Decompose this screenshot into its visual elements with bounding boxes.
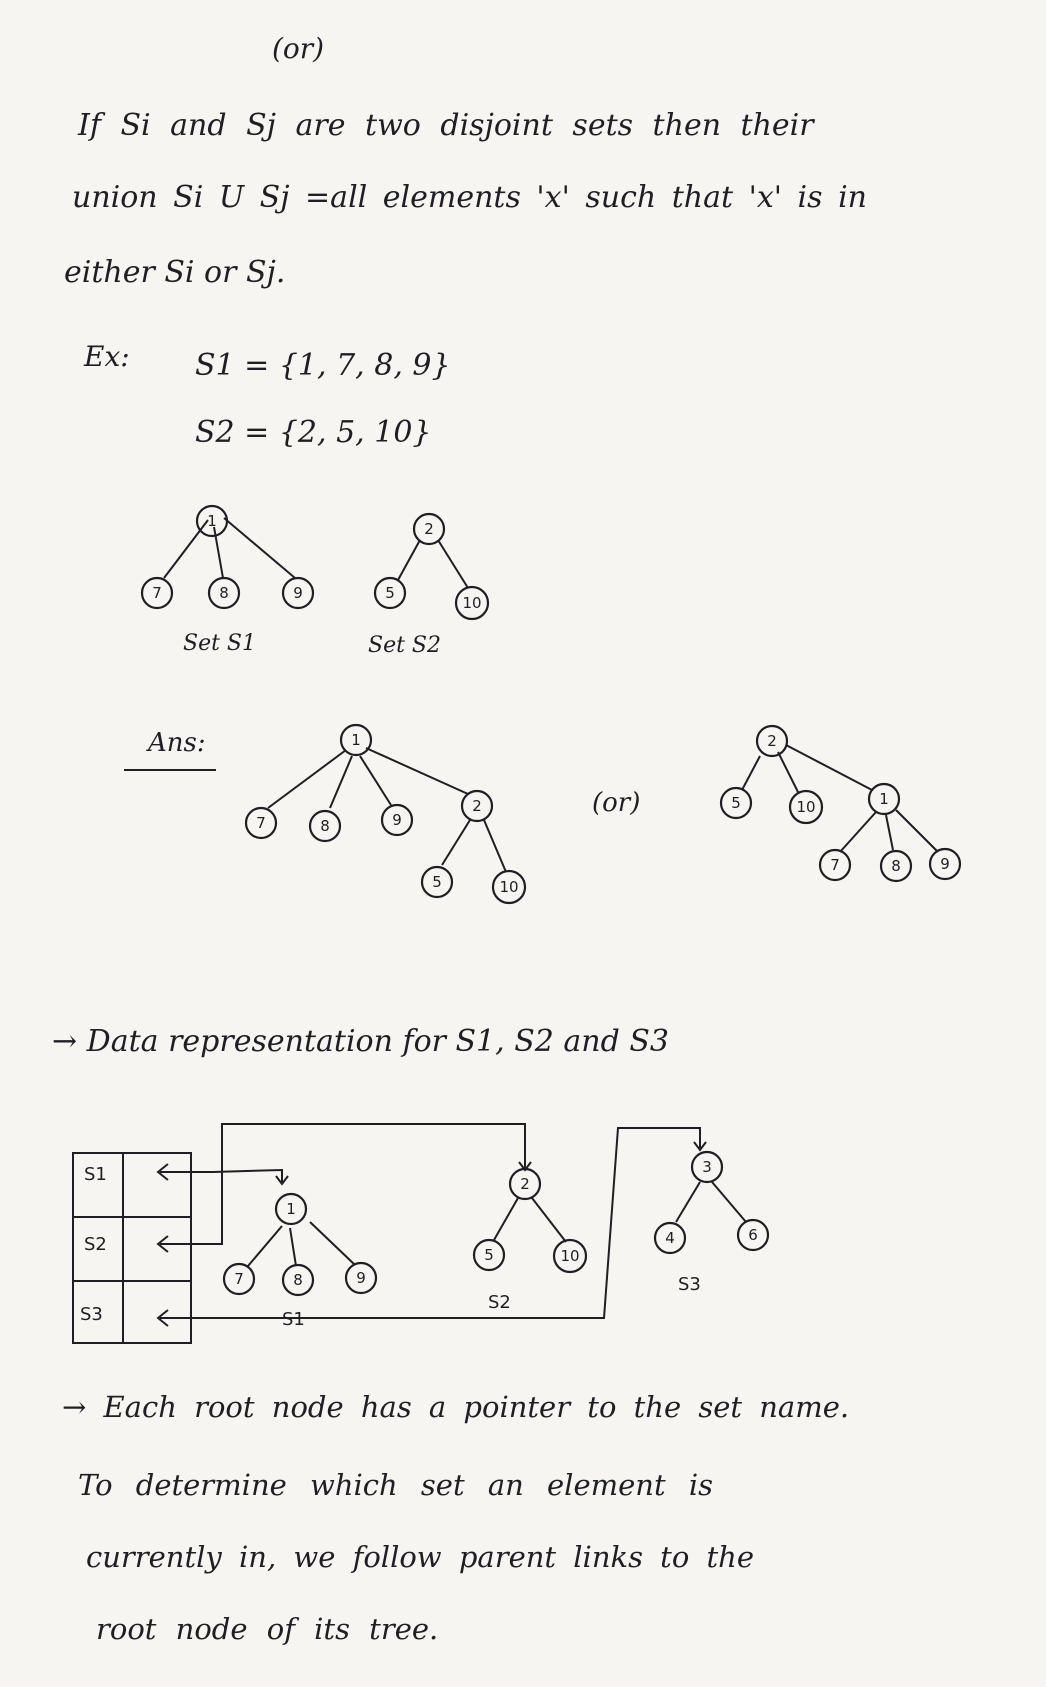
answer-tree-2-child-5 <box>721 788 751 818</box>
header-or-mark: (or) <box>272 32 325 65</box>
svg-text:10: 10 <box>462 594 482 612</box>
svg-text:8: 8 <box>219 584 229 602</box>
example-label: Ex: <box>84 340 130 373</box>
node-s1-child-7 <box>142 578 172 608</box>
answer-tree-2 <box>721 726 960 881</box>
svg-text:9: 9 <box>356 1269 366 1287</box>
table-row-s3-name: S3 <box>72 1280 124 1344</box>
answer-tree-2-grandchild-8 <box>881 851 911 881</box>
rep-s2-label: S2 <box>488 1292 511 1313</box>
connector-s2 <box>212 1124 525 1244</box>
svg-text:2: 2 <box>424 520 434 538</box>
svg-text:8: 8 <box>891 857 901 875</box>
answer-or-label: (or) <box>592 788 641 818</box>
data-representation-heading: → Data representation for S1, S2 and S3 <box>52 1024 669 1059</box>
definition-line-2: union Si U Sj =all elements 'x' such that 'x' is in <box>72 180 867 215</box>
rep-s3-root <box>692 1152 722 1182</box>
svg-text:1: 1 <box>351 731 361 749</box>
table-row-s3-pointer <box>122 1280 192 1344</box>
rep-s1-root <box>276 1194 306 1224</box>
connector-s1 <box>213 1170 282 1182</box>
svg-text:2: 2 <box>767 732 777 750</box>
svg-text:10: 10 <box>560 1247 580 1265</box>
table-row-s2-pointer <box>122 1216 192 1282</box>
svg-text:7: 7 <box>830 856 840 874</box>
tree-s1 <box>142 506 313 656</box>
svg-text:7: 7 <box>152 584 162 602</box>
rep-s1-child-7 <box>224 1264 254 1294</box>
svg-text:2: 2 <box>472 797 482 815</box>
svg-text:9: 9 <box>293 584 303 602</box>
rep-s1-child-8 <box>283 1265 313 1295</box>
answer-tree-1-child-8 <box>310 811 340 841</box>
answer-tree-2-root <box>757 726 787 756</box>
svg-text:5: 5 <box>731 794 741 812</box>
svg-text:1: 1 <box>207 512 217 530</box>
svg-text:1: 1 <box>286 1200 296 1218</box>
node-s2-root <box>414 514 444 544</box>
svg-text:10: 10 <box>796 798 816 816</box>
rep-s2-root <box>510 1169 540 1199</box>
answer-label: Ans: <box>148 728 206 758</box>
answer-tree-1-child-2 <box>462 791 492 821</box>
answer-tree-2-grandchild-7 <box>820 850 850 880</box>
svg-text:9: 9 <box>392 811 402 829</box>
svg-text:4: 4 <box>665 1229 675 1247</box>
svg-text:5: 5 <box>385 584 395 602</box>
svg-text:10: 10 <box>499 878 519 896</box>
svg-text:7: 7 <box>256 814 266 832</box>
note-line-2: To determine which set an element is <box>78 1468 713 1502</box>
note-line-1: → Each root node has a pointer to the set name. <box>62 1390 850 1424</box>
node-s1-child-8 <box>209 578 239 608</box>
rep-s1-child-9 <box>346 1263 376 1293</box>
connector-s3 <box>220 1128 700 1318</box>
rep-s3-label: S3 <box>678 1274 701 1295</box>
svg-text:6: 6 <box>748 1226 758 1244</box>
definition-line-1: If Si and Sj are two disjoint sets then their <box>78 108 814 143</box>
svg-text:9: 9 <box>940 855 950 873</box>
answer-tree-1-grandchild-10 <box>493 871 525 903</box>
set-s2-label: Set S2 <box>368 633 441 658</box>
set-s1-label: Set S1 <box>183 631 256 656</box>
answer-tree-2-grandchild-9 <box>930 849 960 879</box>
table-row-s1-pointer <box>122 1152 192 1218</box>
example-set-s1: S1 = {1, 7, 8, 9} <box>195 348 451 383</box>
answer-tree-1-root <box>341 725 371 755</box>
definition-line-3: either Si or Sj. <box>64 255 286 290</box>
answer-tree-1 <box>246 725 525 903</box>
data-representation-diagram <box>158 1124 768 1330</box>
answer-tree-2-child-1 <box>869 784 899 814</box>
svg-text:8: 8 <box>320 817 330 835</box>
note-line-4: root node of its tree. <box>96 1612 439 1646</box>
svg-text:1: 1 <box>879 790 889 808</box>
table-row-s1-name: S1 <box>72 1152 124 1218</box>
rep-s1-label: S1 <box>282 1309 305 1330</box>
svg-text:2: 2 <box>520 1175 530 1193</box>
rep-s3-child-4 <box>655 1223 685 1253</box>
svg-text:5: 5 <box>484 1246 494 1264</box>
answer-tree-2-child-10 <box>790 791 822 823</box>
tree-s2 <box>368 514 488 658</box>
note-line-3: currently in, we follow parent links to the <box>86 1540 755 1574</box>
node-s2-child-10 <box>456 587 488 619</box>
node-s1-root <box>197 506 227 536</box>
svg-text:7: 7 <box>234 1270 244 1288</box>
answer-tree-1-child-7 <box>246 808 276 838</box>
node-s2-child-5 <box>375 578 405 608</box>
rep-s3-child-6 <box>738 1220 768 1250</box>
node-s1-child-9 <box>283 578 313 608</box>
answer-tree-1-grandchild-5 <box>422 867 452 897</box>
svg-text:3: 3 <box>702 1158 712 1176</box>
svg-text:8: 8 <box>293 1271 303 1289</box>
example-set-s2: S2 = {2, 5, 10} <box>195 415 432 450</box>
rep-s2-child-10 <box>554 1240 586 1272</box>
answer-tree-1-child-9 <box>382 805 412 835</box>
rep-s2-child-5 <box>474 1240 504 1270</box>
table-row-s2-name: S2 <box>72 1216 124 1282</box>
svg-text:5: 5 <box>432 873 442 891</box>
set-name-table <box>72 1152 192 1344</box>
